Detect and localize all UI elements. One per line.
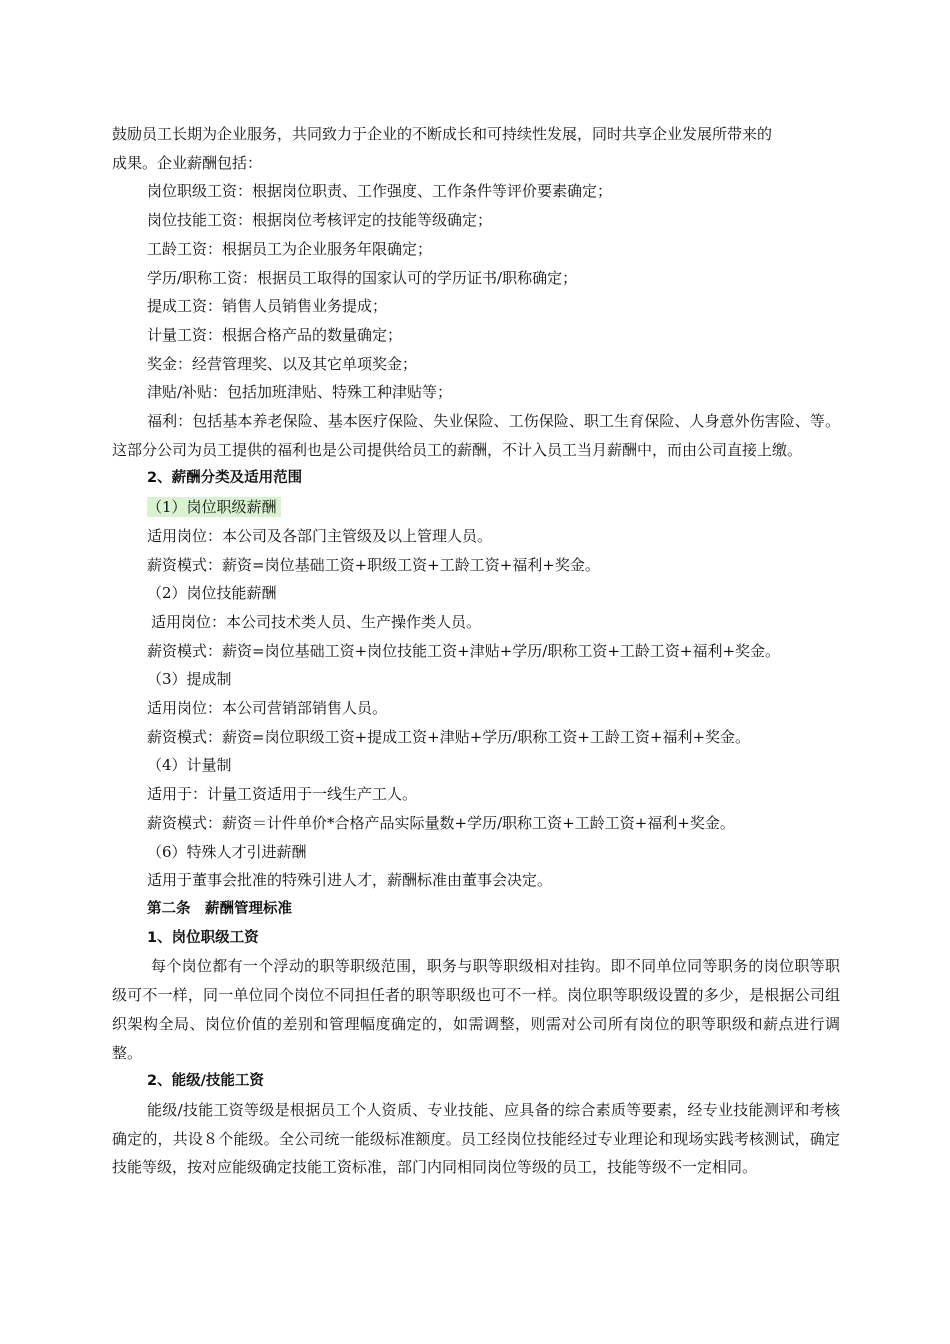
category-title: [112, 493, 840, 522]
component-item: 岗位技能工资：根据岗位考核评定的技能等级确定；: [147, 211, 493, 230]
intro-line: 鼓励员工长期为企业服务，共同致力于企业的不断成长和可持续性发展，同时共享企业发展所带来的: [112, 125, 773, 143]
article-heading: 第二条 薪酬管理标准: [147, 900, 292, 917]
component-item: 学历/职称工资：根据员工取得的国家认可的学历证书/职称确定；: [147, 268, 578, 287]
component-item: 津贴/补贴：包括加班津贴、特殊工种津贴等；: [147, 383, 453, 402]
section-heading: 2、薪酬分类及适用范围: [147, 470, 303, 487]
component-item: 工龄工资：根据员工为企业服务年限确定；: [147, 239, 433, 258]
category-title: （6）特殊人才引进薪酬: [147, 842, 307, 861]
document-page: [112, 120, 840, 1182]
category-title: （3）提成制: [147, 670, 232, 689]
category-scope: 适用岗位：本公司技术类人员、生产操作类人员。: [151, 612, 482, 631]
category-title: （2）岗位技能薪酬: [147, 584, 277, 603]
category-title: （4）计量制: [147, 756, 232, 775]
subsection-body: 每个岗位都有一个浮动的职等职级范围，职务与职等职级相对挂钩。即不同单位同等职务的岗位职等职级可不一样，同一单位同个岗位不同担任者的职等职级也可不一样。岗位职等职级设置的多少，是根据公司组织架构全局、岗位价值的差别和管理幅度确定的，如需调整，则需对公司所有岗位的职等职级和薪点进行调整。: [112, 957, 840, 1062]
component-item: 奖金：经营管理奖、以及其它单项奖金；: [147, 354, 418, 373]
intro-line: 成果。企业薪酬包括：: [112, 153, 263, 172]
category-scope: 适用于董事会批准的特殊引进人才，薪酬标准由董事会决定。: [147, 871, 553, 890]
subsection-heading: 2、能级/技能工资: [147, 1073, 264, 1090]
component-item: 提成工资：销售人员销售业务提成；: [147, 297, 388, 316]
category-model: 薪资模式：薪资=岗位职级工资+提成工资+津贴+学历/职称工资+工龄工资+福利+奖金。: [147, 727, 751, 746]
category-model: 薪资模式：薪资=岗位基础工资+岗位技能工资+津贴+学历/职称工资+工龄工资+福利+奖金。: [147, 641, 781, 660]
welfare-paragraph: 福利：包括基本养老保险、基本医疗保险、失业保险、工伤保险、职工生育保险、人身意外伤害险、等。这部分公司为员工提供的福利也是公司提供给员工的薪酬，不计入员工当月薪酬中，而由公司直接上缴。: [112, 412, 840, 459]
subsection-body: 能级/技能工资等级是根据员工个人资质、专业技能、应具备的综合素质等要素，经专业技能测评和考核确定的，共设８个能级。全公司统一能级标准额度。员工经岗位技能经过专业理论和现场实践考核测试，确定技能等级，按对应能级确定技能工资标准，部门内同相同岗位等级的员工，技能等级不一定相同。: [112, 1100, 840, 1177]
category-scope: 适用岗位：本公司营销部销售人员。: [147, 699, 388, 718]
category-scope: 适用于：计量工资适用于一线生产工人。: [147, 785, 418, 804]
category-model: 薪资模式：薪资=岗位基础工资+职级工资+工龄工资+福利+奖金。: [147, 555, 600, 574]
category-scope: 适用岗位：本公司及各部门主管级及以上管理人员。: [147, 526, 493, 545]
category-model: 薪资模式：薪资＝计件单价*合格产品实际量数+学历/职称工资+工龄工资+福利+奖金。: [147, 813, 735, 832]
component-item: 计量工资：根据合格产品的数量确定；: [147, 325, 403, 344]
component-item: 岗位职级工资：根据岗位职责、工作强度、工作条件等评价要素确定；: [147, 182, 613, 201]
highlighted-category-title: （1）岗位职级薪酬: [147, 497, 281, 517]
subsection-heading: 1、岗位职级工资: [147, 929, 259, 946]
